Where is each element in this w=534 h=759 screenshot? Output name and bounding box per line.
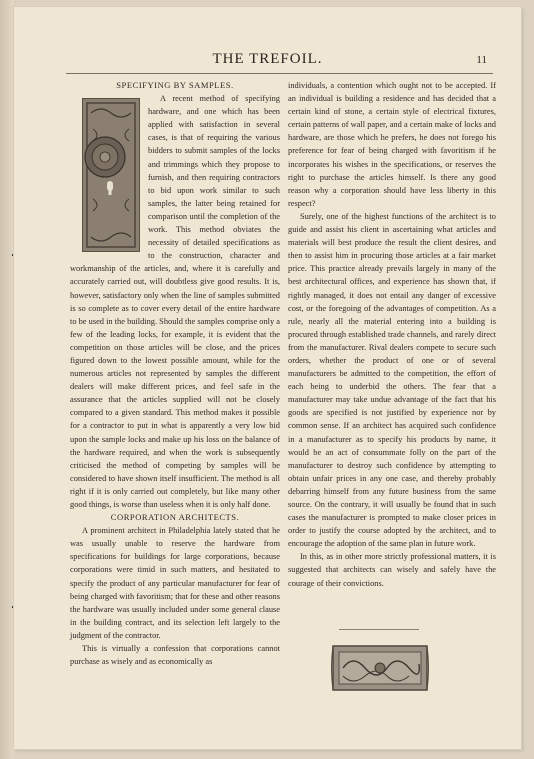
paragraph-samples: A recent method of specifying hardware, and one which has been applied with satisfaction in several cases, is that of requiring the various bidders to submit samples of the locks and trimmings which they propose to furnish, and then requiring contractors to bid upon work similar to such samples, the latter being retained for comparison until the completion of the work. This method obviates the necessity of detailed specifications as to the construction, character and workmanship of the articles, and, where it is carefully and accurately carried out, will doubtless give good results. It is, however, satisfactory only when the line of samples submitted is so complete as to cover every detail of the entire hardware to be used in the building. Should the samples comprise only a few of the leading locks, for example, it is evident that the competition on those articles will be close, and the prices figured down to the lowest possible amount, while for the numerous articles not represented by samples the different dealers will make different prices, and feel safe in the assurance that the articles supplied will not be closely compared to a given standard. This method makes it possible for a contractor to put in what is apparently a very low bid upon the sample locks and make up his loss on the balance of the hardware required, and when the work is subsequently criticised the method of competing by samples will be considered to have shown itself insufficient. The method is all right if it is only carried out completely, but like many other good things, is worse than useless when it is only half done. <box>70 94 280 509</box>
paragraph-corporation-2: This is virtually a confession that corporations cannot purchase as wisely and as economically as <box>70 644 280 667</box>
left-column <box>70 79 280 668</box>
paragraph-architect-functions: Surely, one of the highest functions of the architect is to guide and assist his client in ascertaining what articles and materials will best produce the result the client desires, and then to assist him in procuring those articles at a fair market price. This practice already prevails largely in many of the best architectural offices, and experience has shown that, if rightly managed, it does not entail any danger of excessive cost, or the foregoing of the advantages of competition. As a rule, nearly all the material entering into a building is procured through established trade channels, and rarely direct from the manufacturer. Rival dealers compete to secure such orders, whether the product of one or of several manufacturers be admitted to the competition, the effort of each being to underbid the others. The fear that a manufacturer may take undue advantage of the fact that his goods are specified is not justified by experience nor by common sense. If an architect has acquired such confidence in a manufacturer as to specify his products by name, it would be an act of consummate folly on the part of the manufacturer to destroy such confidence by attempting to obtain unfair prices in any one case, and thereby probably debarring himself from any future business from the same source. On the contrary, it will usually be found that in such cases the manufacturer is prompted to make closer prices in order to justify the course adopted by the architect, and to encourage the adoption of the same plan in future work. <box>288 211 496 549</box>
right-column <box>288 79 496 590</box>
page-number: 11 <box>476 54 487 66</box>
page-sheet <box>14 7 521 749</box>
paragraph-individuals: individuals, a contention which ought not to be accepted. If an individual is building a residence and has decided that a certain kind of stone, a certain style of electrical fixtures, certain patterns of wall paper, and a certain make of locks and hardware, are those which he prefers, he does not forego his preference for fear of being charged with favoritism if he incorporates his wishes in the specifications, or reserves the right to purchase the articles himself. Is there any good reason why a corporation should have less liberty in this respect? <box>288 81 496 208</box>
end-rule <box>339 629 419 630</box>
running-head-title: THE TREFOIL. <box>212 51 323 67</box>
section-heading-samples: SPECIFYING BY SAMPLES. <box>116 80 234 90</box>
section-heading-corporation: CORPORATION ARCHITECTS. <box>110 512 240 523</box>
door-knob-escutcheon-illustration <box>82 98 140 252</box>
decorative-hardware-plate-illustration <box>329 640 431 696</box>
escutcheon-drawing <box>83 99 139 251</box>
header-rule <box>66 73 493 74</box>
book-binding-edge <box>0 0 14 759</box>
paragraph-corporation-1: A prominent architect in Philadelphia lately stated that he was usually unable to reserve the hardware from specifications for buildings for large corporations, because corporations were timid in such matters, and hesitated to specify the product of any particular manufacturer for fear of being charged with favoritism; that for these and other reasons the hardware was usually included under some general clause in the building contract, and its selection left largely to the judgment of the contractor. <box>70 526 280 640</box>
paragraph-conclusion: In this, as in other more strictly professional matters, it is suggested that architects can wisely and safely have the courage of their convictions. <box>288 552 496 588</box>
